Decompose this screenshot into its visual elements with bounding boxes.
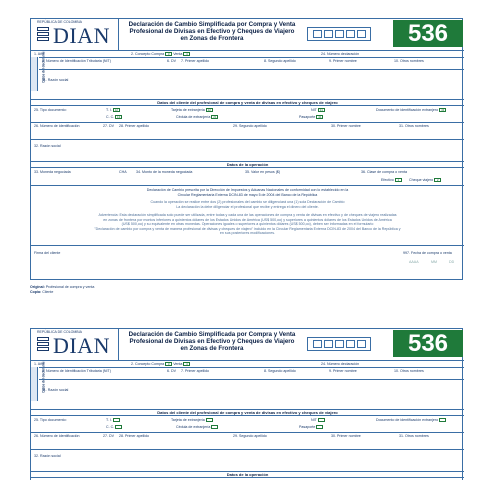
operation-date-field[interactable]: 997. Fecha de compra o venta <box>403 251 452 255</box>
second-surname-field[interactable]: 8. Segundo apellido <box>264 59 296 63</box>
operation-section-heading-copy: Datos de la operación <box>31 471 464 478</box>
venta-checkbox[interactable]: 4 <box>183 52 190 56</box>
dian-logo-block-copy: REPÚBLICA DE COLOMBIA DIAN <box>31 329 119 360</box>
copies-legend: Original: Profesional de compra y venta Copia: Cliente <box>30 285 95 294</box>
year-field[interactable]: 1. Año <box>34 52 45 56</box>
row-operation: 33. Moneda negociada CHA 34. Monto de la moneda negociada 35. Valor en pesos ($) 36. Clase de compra o venta Efectivo 1 Cheque viajero 2 <box>31 168 464 185</box>
row-year-concept <box>31 50 464 57</box>
form-number-badge-copy: 536 <box>393 330 463 357</box>
warning-text: Advertencia: Esta declaración simplificada solo puede ser utilizada, entre todas y cada una de las operaciones de compra y venta de divisas en efectivo y de cheques de viajero realizadas en zonas de frontera por montos inferiores a quinientos dólares de los Estados Unidos de América (US$ 500,oo) y superiores a quinientos dólares de los Estados Unidos de América (US$ 500,oo) y su equivalente en otras monedas. Operaciones iguales o superiores a quinientos dólares (US$ 500,oo), deben ser informadas en el formulario "Declaración de cambio por compra y venta de manera profesional de divisas y cheques de viajero" incluido en la Circular Reglamentaria Externa DCIN-83 de 2004 del Banco de la República y en sus posteriores modificaciones. <box>94 213 401 236</box>
row-signature: Firma del cliente 997. Fecha de compra o venta AAAA MM DD <box>31 245 464 281</box>
nit-field[interactable]: 5. Número de Identificación Tributaria (NIT) <box>42 59 111 63</box>
client-company-field[interactable]: 32. Razón social <box>34 144 61 148</box>
form-number-badge: 536 <box>393 20 463 47</box>
row-declarant-company <box>39 69 464 91</box>
first-surname-field[interactable]: 7. Primer apellido <box>181 59 209 63</box>
form-title: Declaración de Cambio Simplificada por Compra y Venta Profesional de Divisas en Efectivo y Cheques de Viajero en Zonas de Frontera <box>128 21 296 43</box>
tarjeta-extranjeria-checkbox[interactable]: 22 <box>207 108 211 113</box>
client-section-heading-copy: Datos del cliente del profesional de compra y venta de divisas en efectivo y cheques de viajero <box>31 409 464 416</box>
efectivo-checkbox[interactable]: 1 <box>395 178 402 182</box>
compra-checkbox-copy[interactable]: 3 <box>165 362 172 366</box>
client-section-heading: Datos del cliente del profesional de compra y venta de divisas en efectivo y cheques de viajero <box>31 99 464 106</box>
doc-extranjero-checkbox[interactable]: 43 <box>440 108 445 113</box>
client-other-names-field[interactable]: 31. Otros nombres <box>399 124 429 128</box>
operation-section-heading: Datos de la operación <box>31 161 464 168</box>
company-name-field[interactable]: 11. Razón social <box>42 78 69 82</box>
currency-field[interactable]: 33. Moneda negociada <box>34 170 71 174</box>
muisca-logo-icon <box>307 27 371 41</box>
client-dv-field[interactable]: 27. DV <box>103 124 114 128</box>
cc-checkbox[interactable]: 13 <box>117 115 121 120</box>
row-client-doc-type: 25. Tipo documento: T. I. 12 Tarjeta de extranjería 22 NIT 31 Documento de identificación extranjero 43 C. C. 13 Cédula de extranjería 21 Pasaporte 41 <box>34 108 445 120</box>
client-signature-field[interactable]: Firma del cliente <box>34 251 61 255</box>
venta-checkbox-copy[interactable]: 4 <box>183 362 190 366</box>
dian-logo: DIAN <box>53 23 110 48</box>
concept-field: 2. Concepto Compra 3 Venta 4 <box>131 52 190 56</box>
row-declarant-names <box>39 57 464 69</box>
form-header <box>31 19 464 50</box>
form-title-copy: Declaración de Cambio Simplificada por Compra y Venta Profesional de Divisas en Efectivo y Cheques de Viajero en Zonas de Frontera <box>128 331 296 353</box>
dian-logo-block <box>31 19 119 50</box>
dian-logo-copy: DIAN <box>53 333 110 358</box>
row-client-company <box>31 139 464 161</box>
legal-text-p1: Declaración de Cambio prescrita por la Dirección de Impuestos y Aduanas Nacionales de conformidad con lo establecido en la Circular Reglamentaria Externa DCIN-83 de mayo 5 de 2004 del Banco de la República <box>146 188 349 197</box>
row-declarant-names-copy: 5. Número de Identificación Tributaria (NIT) 6. DV 7. Primer apellido 8. Segundo apellido 9. Primer nombre 10. Otros nombres <box>39 367 464 379</box>
client-second-surname-field[interactable]: 29. Segundo apellido <box>233 124 267 128</box>
dian-flag-icon <box>37 27 49 42</box>
amount-field[interactable]: 34. Monto de la moneda negociada <box>136 170 193 174</box>
compra-checkbox[interactable]: 3 <box>165 52 172 56</box>
cedula-extranjeria-checkbox[interactable]: 21 <box>213 115 217 120</box>
row-client-names-copy: 26. Número de identificación 27. DV 28. Primer apellido 29. Segundo apellido 30. Primer nombre 31. Otros nombres <box>31 432 464 449</box>
client-first-surname-field[interactable]: 28. Primer apellido <box>119 124 149 128</box>
legal-text-block <box>31 185 464 245</box>
declaration-form-original <box>30 18 463 280</box>
client-first-name-field[interactable]: 30. Primer nombre <box>331 124 361 128</box>
client-id-number-field[interactable]: 26. Número de identificación <box>34 124 80 128</box>
row-declarant-company-copy: 11. Razón social <box>39 379 464 401</box>
row-client-doc-type-copy: 25. Tipo documento: T. I. Tarjeta de extranjería NIT Documento de identificación extranjero C. C. Cédula de extranjería Pasaporte <box>31 416 464 432</box>
other-names-field[interactable]: 10. Otros nombres <box>394 59 424 63</box>
declaration-number-field[interactable]: 24. Número declaración <box>321 52 360 56</box>
declarant-side-label: Datos del declarante <box>31 57 38 91</box>
form-header-copy <box>31 329 464 360</box>
row-client-names <box>31 122 464 139</box>
cheque-viajero-checkbox[interactable]: 2 <box>434 178 441 182</box>
peso-value-field[interactable]: 35. Valor en pesos ($) <box>245 170 281 174</box>
muisca-logo-icon <box>307 337 371 351</box>
ti-checkbox[interactable]: 12 <box>114 108 118 113</box>
republic-label: REPÚBLICA DE COLOMBIA <box>37 20 82 24</box>
dian-flag-icon <box>37 337 49 352</box>
declarant-side-label-copy: Datos del declarante <box>31 367 38 401</box>
dv-field[interactable]: 6. DV <box>167 59 176 63</box>
row-year-concept-copy: 1. Año 2. Concepto Compra 3 Venta 4 24. Número declaración <box>31 360 464 367</box>
first-name-field[interactable]: 9. Primer nombre <box>329 59 357 63</box>
legal-text-p2: Cuando la operación se realice entre dos (2) profesionales del cambio se diligenciará una (1) sola Declaración de Cambio La declaración la debe diligenciar el profesional que recibe y entrega el dinero del cliente. <box>150 200 345 209</box>
declaration-form-copy <box>30 328 463 480</box>
nit-checkbox[interactable]: 31 <box>319 108 323 113</box>
pasaporte-checkbox[interactable]: 41 <box>318 115 322 120</box>
row-client-company-copy: 32. Razón social <box>31 449 464 471</box>
